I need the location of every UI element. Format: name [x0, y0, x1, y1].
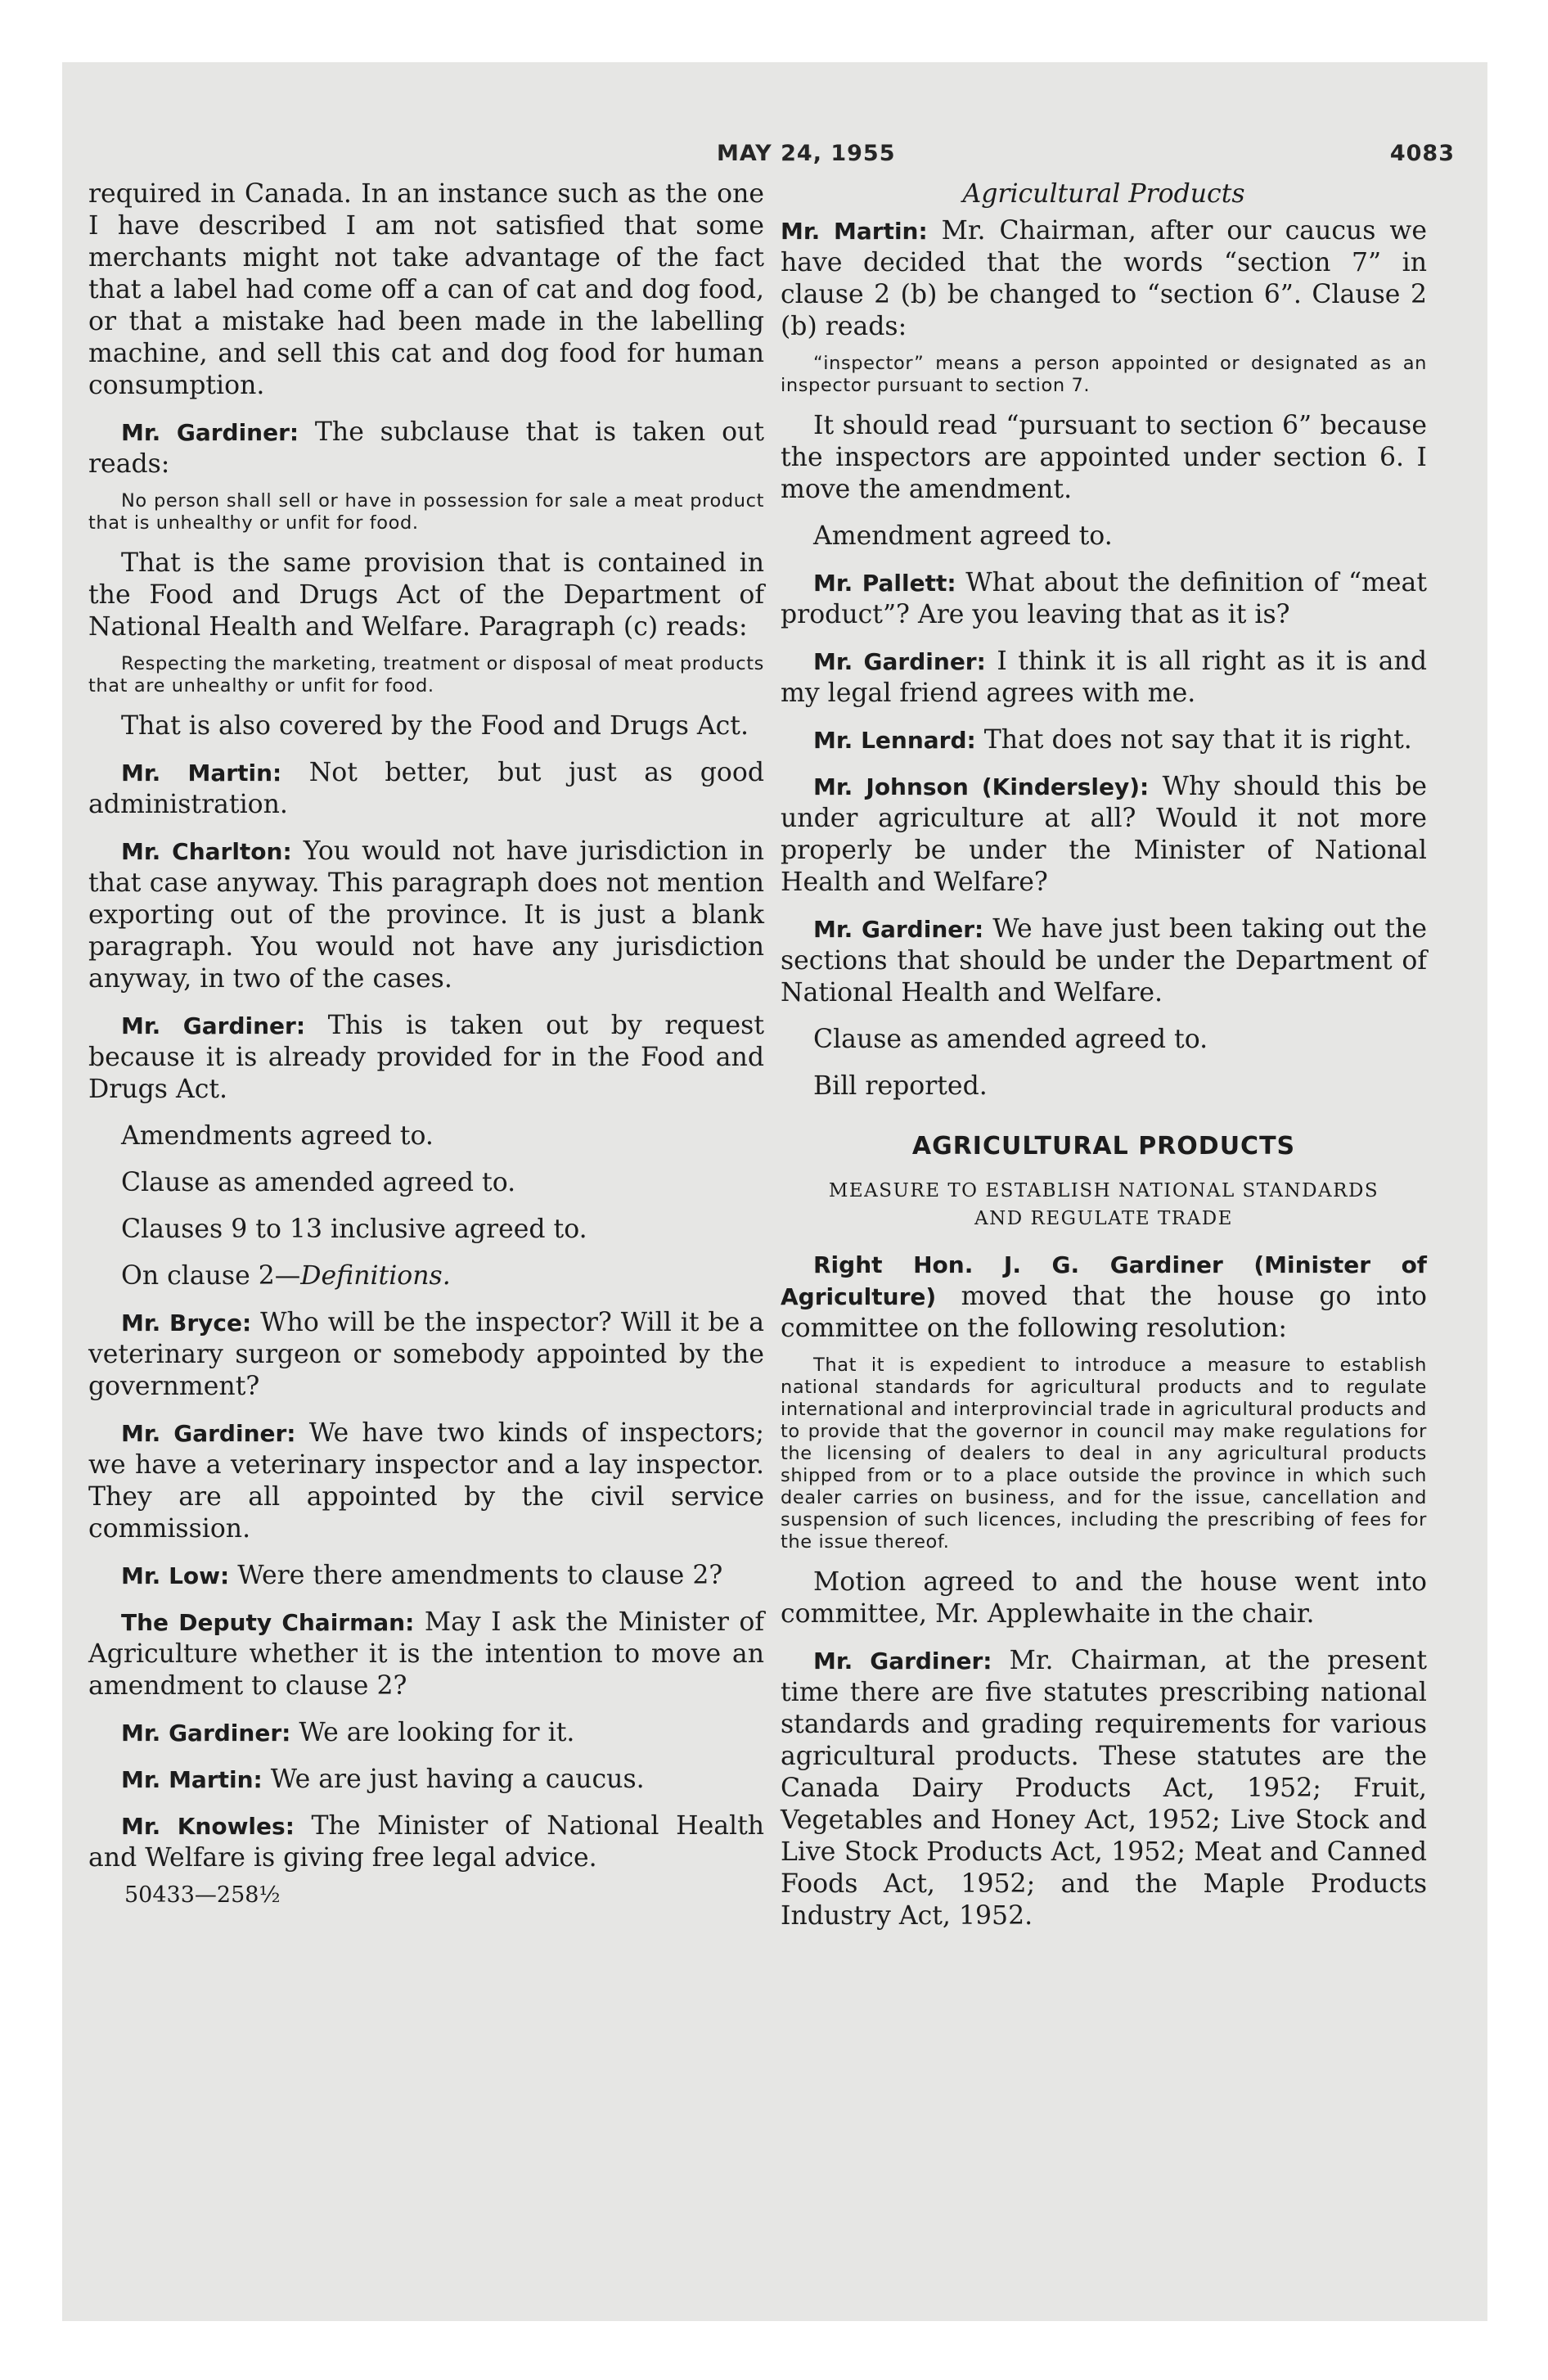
speech-text: Not better, but just as good administration. [88, 758, 764, 819]
speaker-name: Mr. Bryce: [121, 1309, 252, 1336]
paragraph: Clauses 9 to 13 inclusive agreed to. [121, 1215, 587, 1244]
speaker-name: Mr. Pallett: [813, 570, 956, 597]
speech-text: Who will be the inspector? Will it be a veterinary surgeon or somebody appointed by the government? [88, 1308, 764, 1401]
speech [88, 1010, 764, 1106]
page-header [62, 141, 1487, 174]
speech-text: We are looking for it. [299, 1718, 575, 1747]
paragraph: It should read “pursuant to section 6” because the inspectors are appointed under section 6. I move the amendment. [781, 411, 1427, 504]
speech-text: We are just having a caucus. [270, 1765, 645, 1794]
speaker-name: Mr. Knowles: [121, 1813, 295, 1840]
speech [88, 1607, 764, 1702]
paragraph: That is also covered by the Food and Drugs Act. [121, 711, 749, 741]
resolution-text: That it is expedient to introduce a measure to establish national standards for agricultural products and to regulate international and interprovincial trade in agricultural products and to provide that the governor in council may make regulations for the licensing of dealers to deal in any agricultural products shipped from or to a place outside the province in which such dealer carries on business, and for the issue, cancellation and suspension of such licences, including the prescribing of fees for the issue thereof. [781, 1355, 1427, 1553]
speaker-name: Mr. Martin: [781, 218, 928, 245]
speech [88, 1307, 764, 1403]
page-number: 4083 [1389, 141, 1455, 166]
speech-text: That does not say that it is right. [983, 725, 1412, 755]
speech-text: The subclause that is taken out reads: [88, 417, 765, 479]
speaker-name: Mr. Charlton: [121, 838, 292, 865]
speech-text: May I ask the Minister of Agriculture whether it is the intention to move an amendment to clause 2? [88, 1607, 764, 1701]
speaker-name: Mr. Gardiner: [813, 1648, 992, 1675]
paragraph: Clause as amended agreed to. [813, 1025, 1208, 1054]
quoted-clause: “inspector” means a person appointed or designated as an inspector pursuant to section 7. [781, 353, 1427, 396]
speaker-name: Mr. Gardiner: [813, 916, 984, 943]
clause-prefix: On clause 2— [121, 1261, 301, 1291]
speech-text: We have two kinds of inspectors; we have a veterinary inspector and a lay inspector. They are all appointed by the civil service commission. [88, 1418, 764, 1544]
speech [88, 836, 764, 995]
speech-text: This is taken out by request because it is already provided for in the Food and Drugs Act. [88, 1011, 764, 1104]
subheading-line: AND REGULATE TRADE [974, 1208, 1233, 1229]
speech [88, 1560, 764, 1592]
quoted-clause: Respecting the marketing, treatment or disposal of meat products that are unhealthy or unfit for food. [88, 653, 764, 696]
section-title: AGRICULTURAL PRODUCTS [911, 1132, 1296, 1161]
paragraph: Amendments agreed to. [121, 1121, 434, 1151]
speech-text: You would not have jurisdiction in that case anyway. This paragraph does not mention exporting out of the province. It is just a blank paragraph. You would not have any jurisdiction anyway, in two of the cases. [88, 836, 764, 994]
speech-text: I think it is all right as it is and my legal friend agrees with me. [781, 647, 1427, 708]
speech-text: Mr. Chairman, after our caucus we have decided that the words “section 7” in clause 2 (b) be changed to “section 6”. Clause 2 (b) reads: [781, 216, 1428, 341]
quoted-clause: No person shall sell or have in possession for sale a meat product that is unhealthy or unfit for food. [88, 490, 764, 534]
paragraph [88, 1260, 764, 1292]
speech [781, 913, 1427, 1009]
speech [88, 757, 764, 821]
paragraph: Bill reported. [813, 1071, 988, 1101]
speech [781, 771, 1427, 899]
subheading-line: MEASURE TO ESTABLISH NATIONAL STANDARDS [828, 1180, 1379, 1201]
speaker-name: Mr. Johnson (Kindersley): [813, 773, 1150, 800]
speaker-name: Mr. Gardiner: [121, 1012, 306, 1039]
speech [781, 567, 1427, 631]
speaker-name: Mr. Low: [121, 1562, 230, 1589]
paragraph: Clause as amended agreed to. [121, 1168, 516, 1197]
paragraph: That is the same provision that is contained in the Food and Drugs Act of the Department of National Health and Welfare. Paragraph (c) reads: [88, 548, 764, 642]
speech-text: Were there amendments to clause 2? [237, 1561, 723, 1590]
speaker-name: Mr. Lennard: [813, 727, 976, 754]
speech [88, 1810, 764, 1874]
speaker-name: The Deputy Chairman: [121, 1609, 415, 1636]
right-column [781, 178, 1427, 1947]
speech [781, 1249, 1427, 1345]
speech [781, 646, 1427, 710]
speaker-name: Mr. Gardiner: [121, 1720, 291, 1747]
speaker-name: Mr. Gardiner: [813, 648, 986, 675]
speech [781, 215, 1427, 343]
speech-text: We have just been taking out the sections that should be under the Department of National Health and Welfare. [781, 914, 1428, 1007]
speech [88, 1764, 764, 1796]
print-code: 50433—258½ [124, 1882, 281, 1908]
section-subheading [781, 1177, 1427, 1233]
speech-text: The Minister of National Health and Welfare is giving free legal advice. [88, 1811, 765, 1873]
speaker-name: Mr. Martin: [121, 1766, 263, 1793]
speech-text: Mr. Chairman, at the present time there are five statutes prescribing national standards and grading requirements for various agricultural products. These statutes are the Canada Dairy Products Act, 1952; Fruit, Vegetables and Honey Act, 1952; Live Stock and Live Stock Products Act, 1952; Meat and Canned Foods Act, 1952; and the Maple Products Industry Act, 1952. [781, 1646, 1427, 1931]
speech-text: Why should this be under agriculture at all? Would it not more properly be under the Minister of National Health and Welfare? [781, 772, 1428, 897]
speech [88, 417, 764, 480]
paragraph: Amendment agreed to. [813, 521, 1113, 551]
speech [88, 1717, 764, 1749]
header-date: MAY 24, 1955 [717, 141, 896, 166]
speech [781, 1645, 1427, 1932]
paragraph: Motion agreed to and the house went into committee, Mr. Applewhaite in the chair. [781, 1567, 1427, 1629]
speech-text: What about the definition of “meat product”? Are you leaving that as it is? [781, 568, 1427, 629]
speech-text: moved that the house go into committee on the following resolution: [781, 1282, 1427, 1343]
speaker-name: Mr. Martin: [121, 760, 282, 787]
speaker-name: Mr. Gardiner: [121, 419, 299, 446]
left-column [88, 178, 764, 1911]
clause-title: Definitions. [300, 1261, 451, 1291]
speaker-name: Right Hon. J. G. Gardiner (Minister of Agriculture) [781, 1251, 1427, 1310]
speech [781, 724, 1427, 756]
paragraph: required in Canada. In an instance such as the one I have described I am not satisfied that some merchants might not take advantage of the fact that a label had come off a can of cat and dog food, or that a mistake had been made in the labelling machine, and sell this cat and dog food for human consumption. [88, 179, 764, 400]
running-head: Agricultural Products [962, 179, 1245, 209]
speech [88, 1418, 764, 1545]
speaker-name: Mr. Gardiner: [121, 1420, 296, 1447]
